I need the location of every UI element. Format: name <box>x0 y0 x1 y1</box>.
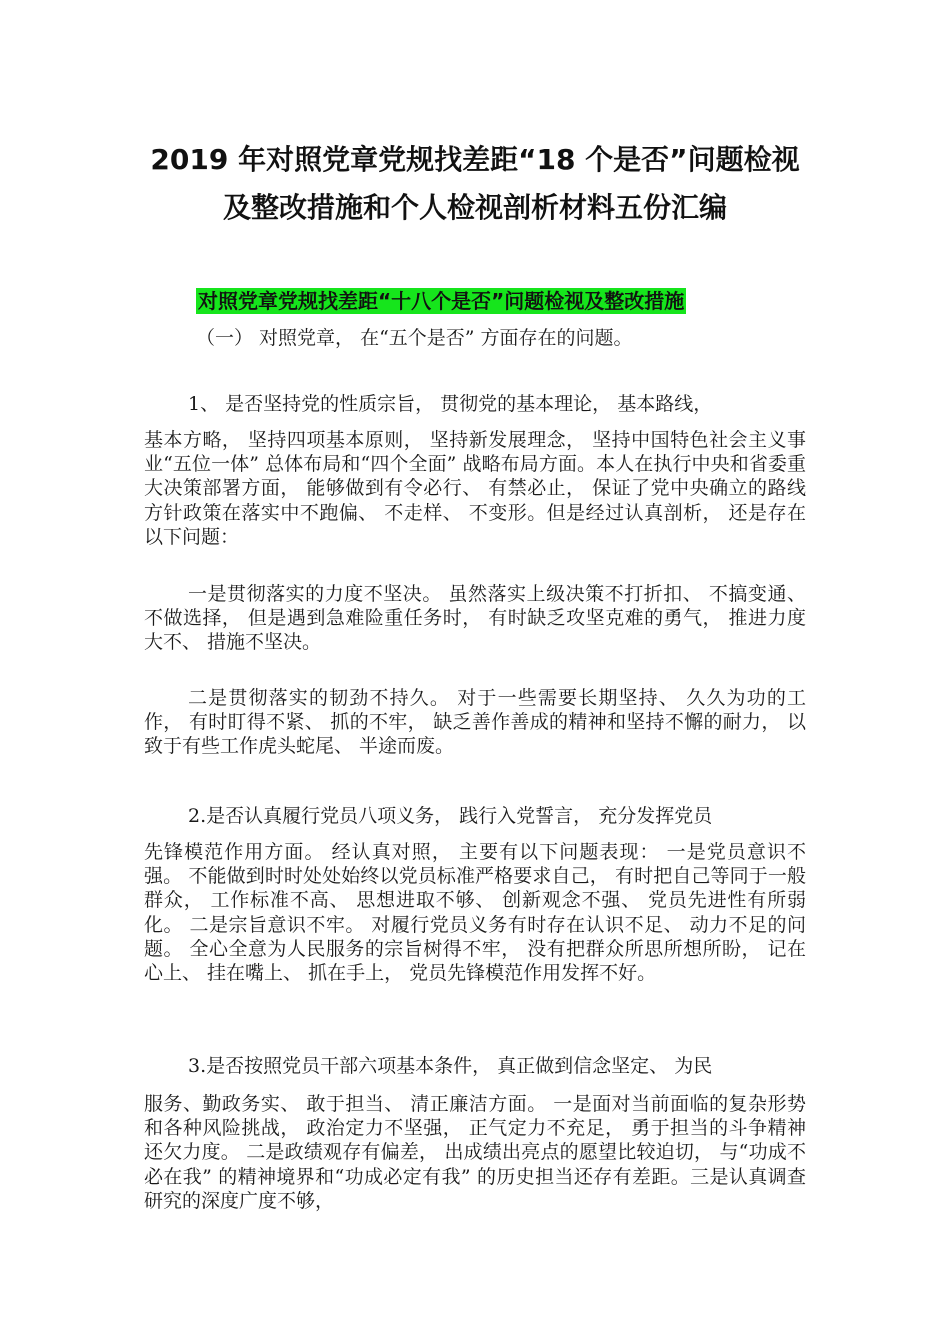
item-2-body: 先锋模范作用方面。 经认真对照， 主要有以下问题表现： 一是党员意识不强。 不能做到时时处处始终以党员标准严格要求自己， 有时把自己等同于一般群众， 工作标准不高、 思想进取不够、 创新观念不强、 党员先进性有所弱化。 二是宗旨意识不牢。 对履行党员义务有时存在认识不足、 动力不足的问题。 全心全意为人民服务的宗旨树得不牢， 没有把群众所思所想所盼， 记在心上、 挂在嘴上、 抓在手上， 党员先锋模范作用发挥不好。 <box>144 841 806 985</box>
item-3-body: 服务、勤政务实、 敢于担当、 清正廉洁方面。 一是面对当前面临的复杂形势和各种风险挑战， 政治定力不坚强， 正气定力不充足， 勇于担当的斗争精神还欠力度。 二是政绩观存有偏差， 出成绩出亮点的愿望比较迫切， 与“功成不必在我” 的精神境界和“功成必定有我” 的历史担当还存有差距。三是认真调查研究的深度广度不够， <box>144 1093 806 1212</box>
item-1-point-1: 一是贯彻落实的力度不坚决。 虽然落实上级决策不打折扣、 不搞变通、不做选择， 但是遇到急难险重任务时， 有时缺乏攻坚克难的勇气， 推进力度大不、 措施不坚决。 <box>144 583 806 654</box>
item-1-lead: 1、 是否坚持党的性质宗旨， 贯彻党的基本理论， 基本路线， <box>188 393 713 415</box>
document-title-line-1: 2019 年对照党章党规找差距“18 个是否”问题检视 <box>150 143 800 176</box>
part-heading: （一） 对照党章， 在“五个是否” 方面存在的问题。 <box>196 327 633 349</box>
document-title-line-2: 及整改措施和个人检视剖析材料五份汇编 <box>222 191 727 224</box>
item-2-lead: 2.是否认真履行党员八项义务， 践行入党誓言， 充分发挥党员 <box>188 805 713 827</box>
item-3-lead: 3.是否按照党员干部六项基本条件， 真正做到信念坚定、 为民 <box>188 1055 713 1077</box>
item-1-body: 基本方略， 坚持四项基本原则， 坚持新发展理念， 坚持中国特色社会主义事业“五位一体” 总体布局和“四个全面” 战略布局方面。本人在执行中央和省委重大决策部署方面， 能够做到有令必行、 有禁必止， 保证了党中央确立的路线方针政策在落实中不跑偏、 不走样、 不变形。但是经过认真剖析， 还是存在以下问题： <box>144 429 806 548</box>
section-title-highlighted: 对照党章党规找差距“十八个是否”问题检视及整改措施 <box>198 289 685 313</box>
item-1-point-2: 二是贯彻落实的韧劲不持久。 对于一些需要长期坚持、 久久为功的工作， 有时盯得不紧、 抓的不牢， 缺乏善作善成的精神和坚持不懈的耐力， 以致于有些工作虎头蛇尾、 半途而废。 <box>144 687 806 758</box>
